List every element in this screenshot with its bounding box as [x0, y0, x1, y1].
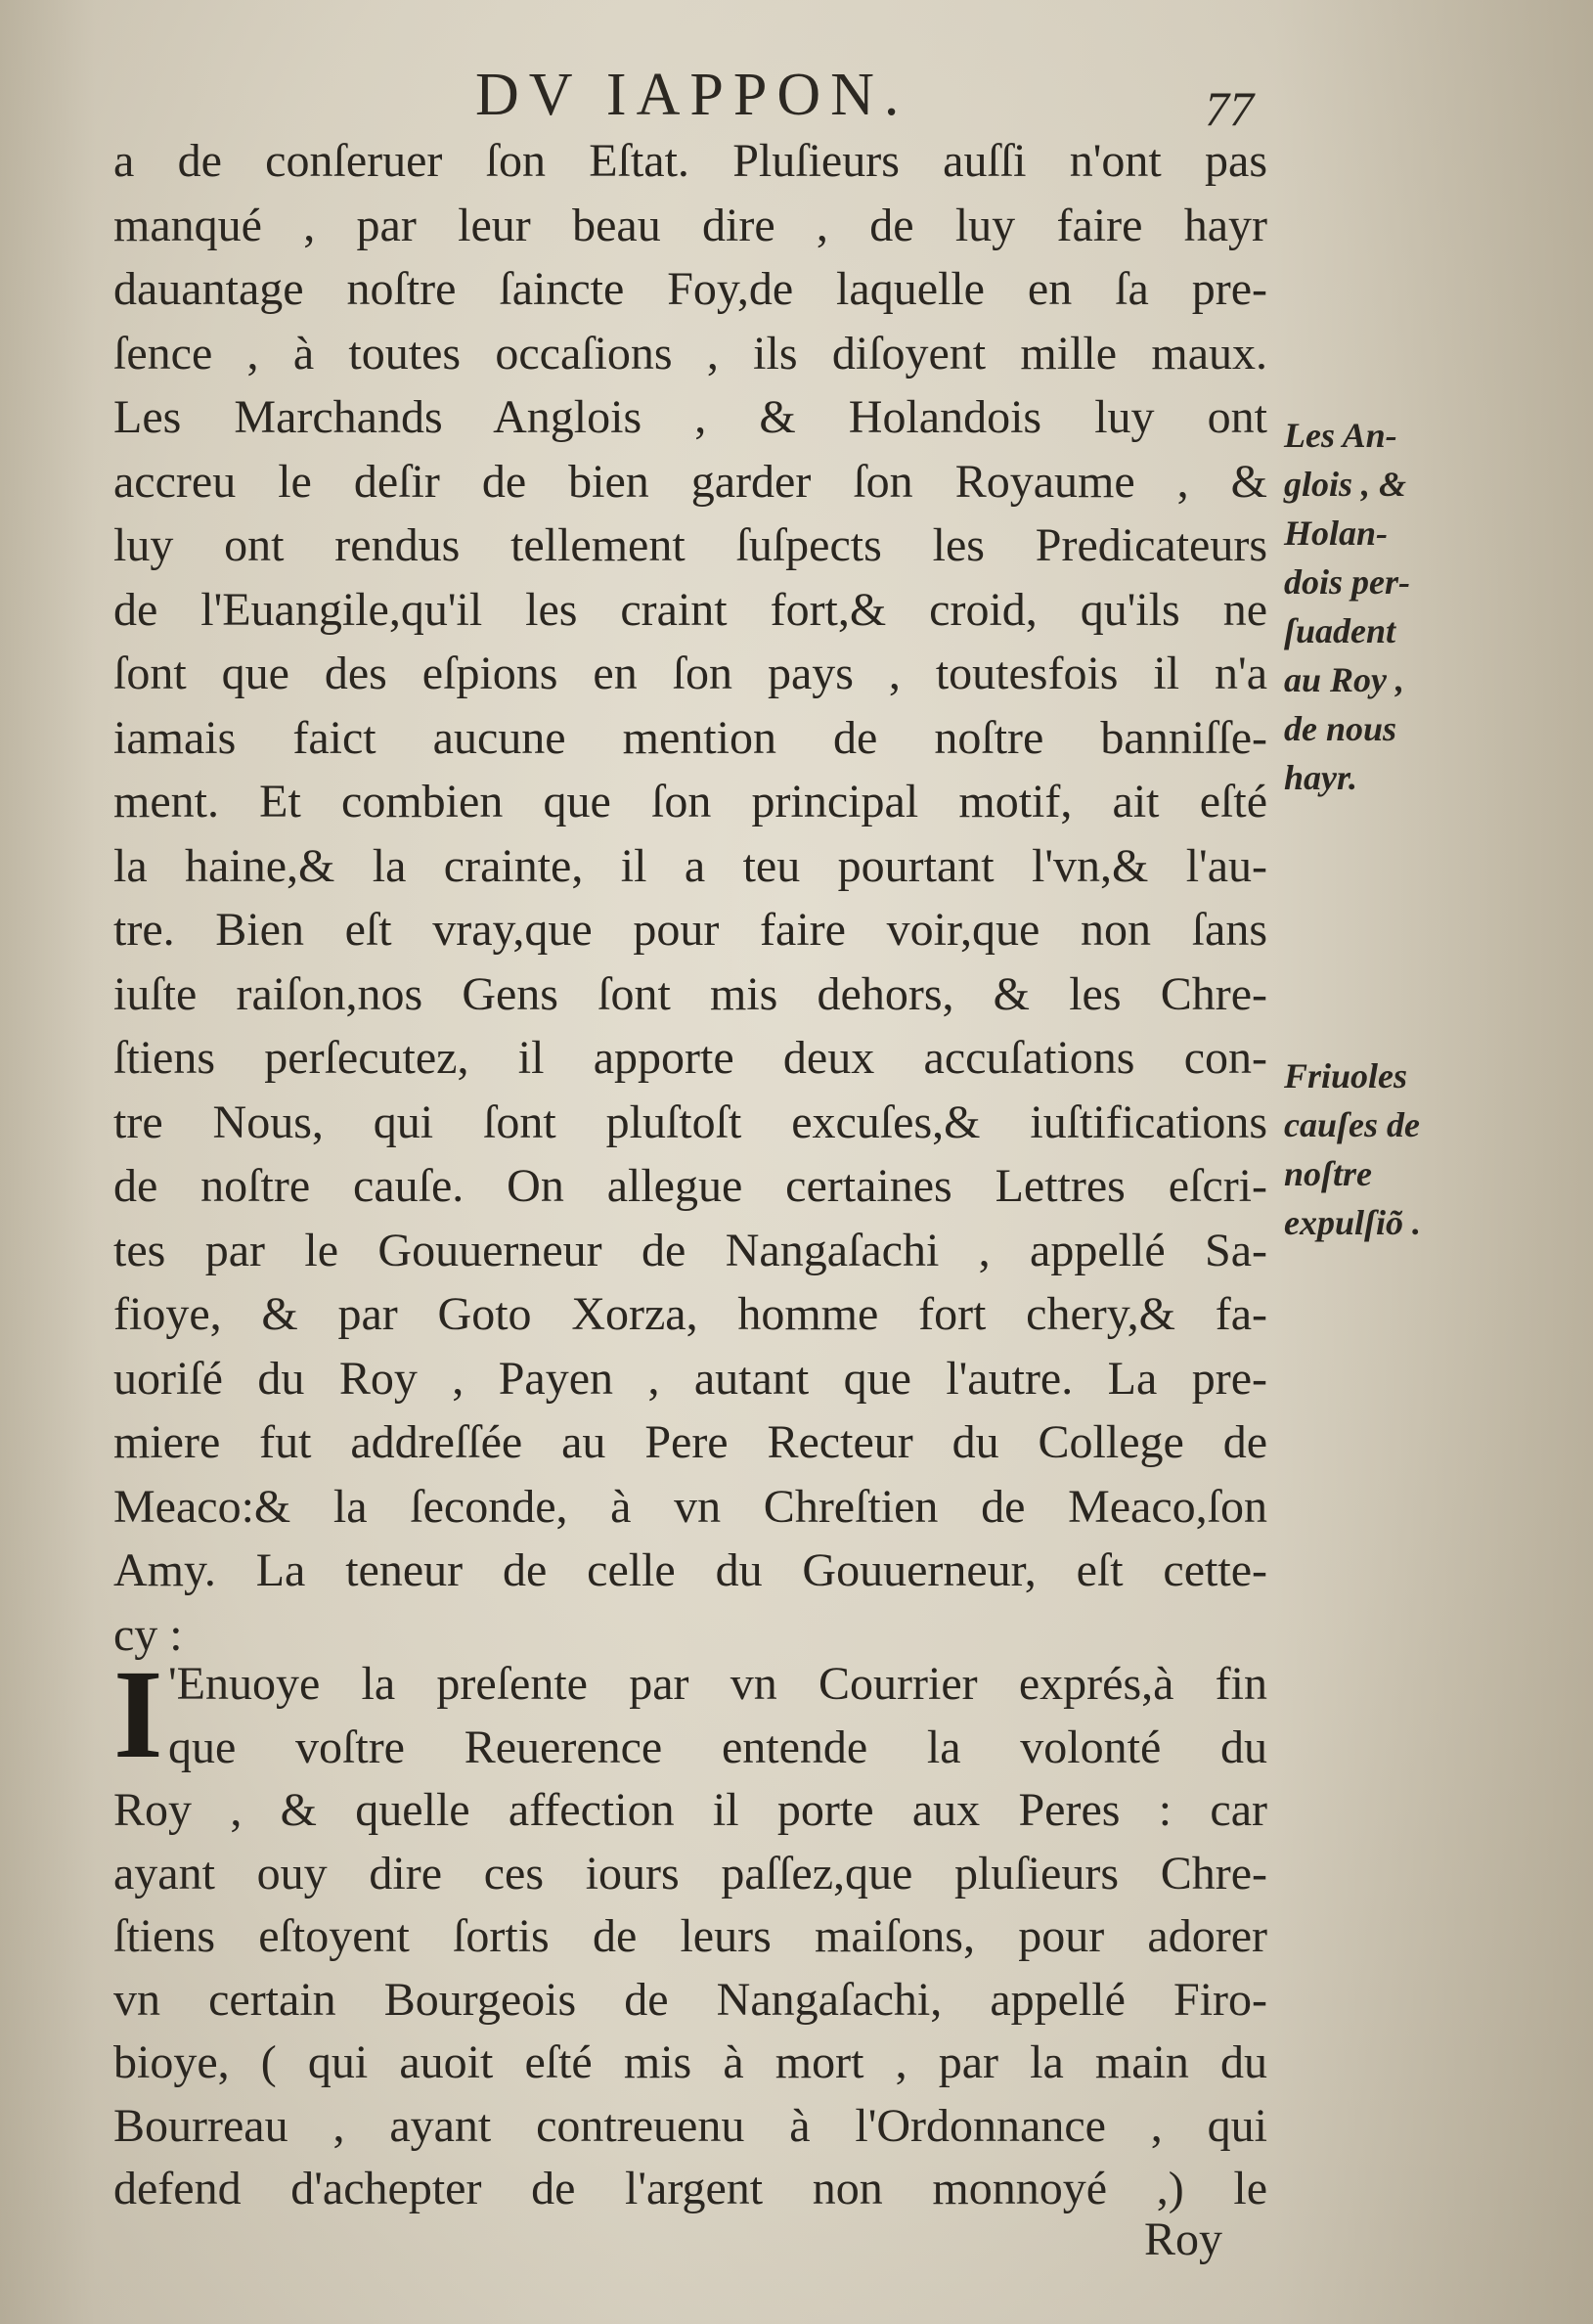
marginal-note-line: dois per- [1284, 562, 1410, 602]
letter-line: ayant ouy dire ces iours paſſez,que pluſieurs Chre- [113, 1847, 1267, 1899]
marginal-note-line: Friuoles [1284, 1056, 1408, 1095]
running-head: DV IAPPON. [475, 62, 909, 128]
marginal-note-line: ſuadent [1284, 611, 1396, 650]
text-line: Amy. La teneur de celle du Gouuerneur, eſt cette- [113, 1544, 1267, 1596]
page-number: 77 [1205, 81, 1254, 136]
letter-line: 'Enuoye la preſente par vn Courrier exprés,à fin [168, 1658, 1267, 1710]
marginal-note-line: de nous [1284, 709, 1397, 748]
text-line: fioye, & par Goto Xorza, homme fort chery,& fa- [113, 1288, 1267, 1340]
text-line: iamais faict aucune mention de noſtre banniſſe- [113, 711, 1267, 764]
text-line: manqué , par leur beau dire , de luy faire hayr [113, 199, 1267, 251]
text-line: ſont que des eſpions en ſon pays , toutesfois il n'a [113, 648, 1267, 699]
marginal-note-line: noſtre [1284, 1154, 1372, 1193]
text-line: Meaco:& la ſeconde, à vn Chreſtien de Meaco,ſon [113, 1480, 1267, 1533]
text-line: Les Marchands Anglois , & Holandois luy ont [113, 391, 1267, 443]
marginal-note [1284, 1051, 1421, 1247]
marginal-note-line: Holan- [1284, 514, 1389, 553]
text-line: ſence , à toutes occaſions , ils diſoyent mille maux. [113, 327, 1267, 380]
text-line: accreu le deſir de bien garder ſon Royaume , & [113, 455, 1267, 508]
marginal-note-line: cauſes de [1284, 1105, 1420, 1144]
text-line: a de conſeruer ſon Eſtat. Pluſieurs auſſi n'ont pas [113, 135, 1267, 187]
text-line: ment. Et combien que ſon principal motif, ait eſté [113, 776, 1267, 827]
main-text-block [113, 129, 1267, 1667]
text-line: de noſtre cauſe. On allegue certaines Lettres eſcri- [113, 1160, 1267, 1212]
text-line: cy : [113, 1608, 183, 1661]
text-line: de l'Euangile,qu'il les craint fort,& croid, qu'ils ne [113, 583, 1267, 636]
text-line: iuſte raiſon,nos Gens ſont mis dehors, & les Chre- [113, 967, 1267, 1020]
text-line: luy ont rendus tellement ſuſpects les Predicateurs [113, 519, 1267, 571]
letter-line: defend d'achepter de l'argent non monnoyé ,) le [113, 2163, 1267, 2214]
text-line: dauantage noſtre ſaincte Foy,de laquelle en ſa pre- [113, 263, 1267, 315]
marginal-note-line: glois , & [1284, 465, 1407, 504]
marginal-note-line: expulſiõ . [1284, 1203, 1421, 1242]
text-line: miere fut addreſſée au Pere Recteur du College de [113, 1416, 1267, 1468]
catchword: Roy [1144, 2213, 1223, 2265]
marginal-note-line: Les An- [1284, 416, 1397, 455]
text-line: la haine,& la crainte, il a teu pourtant l'vn,& l'au- [113, 839, 1267, 892]
quoted-letter [113, 1644, 1267, 2221]
marginal-note-line: hayr. [1284, 758, 1358, 797]
text-line: tre. Bien eſt vray,que pour faire voir,que non ſans [113, 904, 1267, 956]
marginal-note-line: au Roy , [1284, 660, 1405, 699]
letter-line: Bourreau , ayant contreuenu à l'Ordonnance , qui [113, 2099, 1267, 2152]
letter-line: bioye, ( qui auoit eſté mis à mort , par la main du [113, 2036, 1267, 2088]
letter-line: Roy , & quelle affection il porte aux Peres : car [113, 1784, 1267, 1836]
drop-capital: I [113, 1644, 163, 1785]
letter-line: ſtiens eſtoyent ſortis de leurs maiſons, pour adorer [113, 1910, 1267, 1962]
text-line: uoriſé du Roy , Payen , autant que l'autre. La pre- [113, 1352, 1267, 1405]
letter-line: que voſtre Reuerence entende la volonté du [168, 1721, 1267, 1773]
text-line: tes par le Gouuerneur de Nangaſachi , appellé Sa- [113, 1224, 1267, 1276]
text-line: ſtiens perſecutez, il apporte deux accuſations con- [113, 1032, 1267, 1084]
marginal-note [1284, 411, 1410, 802]
letter-line: vn certain Bourgeois de Nangaſachi, appellé Firo- [113, 1973, 1267, 2026]
text-line: tre Nous, qui ſont pluſtoſt excuſes,& iuſtifications [113, 1095, 1267, 1148]
